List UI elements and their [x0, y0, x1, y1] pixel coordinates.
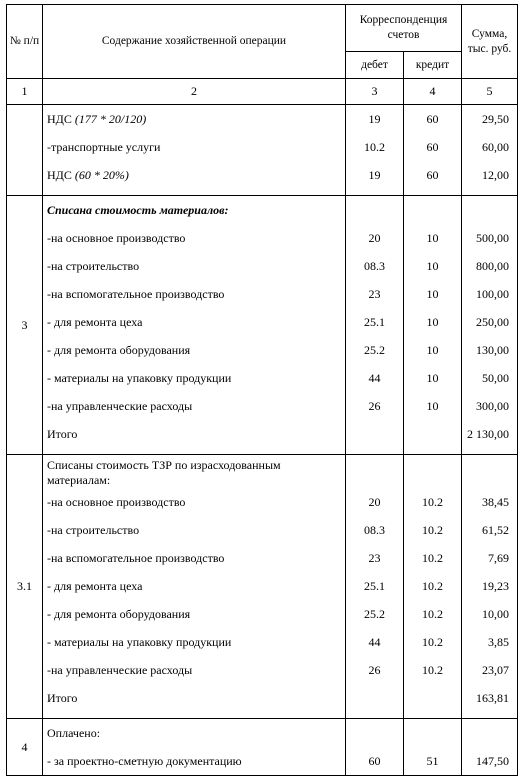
col-number: 4: [404, 79, 462, 105]
table-row-text: -на вспомогательное производство: [47, 287, 225, 301]
group-num: [7, 105, 43, 196]
table-row-text: -транспортные услуги: [47, 140, 161, 154]
column-number-row: [7, 79, 518, 105]
group-num: 4: [7, 719, 43, 776]
table-row-text: НДС (177 * 20/120): [47, 112, 147, 126]
group-title-line2: материалам:: [47, 473, 111, 487]
total-label: Итого: [47, 427, 78, 441]
table-row-text: НДС (60 * 20%): [47, 168, 129, 182]
table-row-text: -на основное производство: [47, 495, 186, 509]
group-title: Оплачено:: [47, 726, 101, 740]
group-num: 3: [7, 196, 43, 455]
table-row-text: -на управленческие расходы: [47, 663, 193, 677]
header-debit: дебет: [346, 52, 404, 79]
col-number: 3: [346, 79, 404, 105]
group-sum: 500,00 800,00 100,00 250,00 130,00 50,00 300,00 2 130,00: [462, 196, 518, 455]
header-sum: Сумма, тыс. руб.: [462, 5, 518, 79]
group-content: [43, 105, 346, 196]
group-debit: 60: [346, 719, 404, 776]
group-debit: 20 08.3 23 25.1 25.2 44 26: [346, 455, 404, 719]
header-content: Содержание хозяйственной операции: [43, 5, 346, 79]
header-num: № п/п: [7, 5, 43, 79]
table-row-text: - за проектно-сметную документацию: [47, 754, 242, 768]
group-num: 3.1: [7, 455, 43, 719]
header-credit: кредит: [404, 52, 462, 79]
group-vat: [7, 105, 518, 196]
group-3-1: [7, 455, 518, 719]
group-credit: 10.2 10.2 10.2 10.2 10.2 10.2 10.2: [404, 455, 462, 719]
accounting-journal-table: [6, 4, 518, 776]
table-row-text: - для ремонта оборудования: [47, 343, 191, 357]
total-label: Итого: [47, 691, 78, 705]
table-row-text: - материалы на упаковку продукции: [47, 635, 232, 649]
group-3: [7, 196, 518, 455]
group-sum: 147,50: [462, 719, 518, 776]
group-content: [43, 455, 346, 719]
table-row-text: - для ремонта оборудования: [47, 607, 191, 621]
group-debit: 19 10.2 19: [346, 105, 404, 196]
group-4: [7, 719, 518, 776]
table-row-text: - для ремонта цеха: [47, 315, 143, 329]
table-row-text: - для ремонта цеха: [47, 579, 143, 593]
table-row-text: -на управленческие расходы: [47, 399, 193, 413]
group-title-line1: Списаны стоимость ТЗР по израсходованным: [47, 458, 281, 472]
header-correspondence: Корреспонденция счетов: [346, 5, 462, 52]
accounting-journal-table-wrapper: [6, 4, 517, 776]
group-credit: 60 60 60: [404, 105, 462, 196]
total-sum: 2 130,00: [467, 427, 509, 441]
group-credit: 10 10 10 10 10 10 10: [404, 196, 462, 455]
col-number: 2: [43, 79, 346, 105]
group-title: Списана стоимость материалов:: [47, 203, 229, 217]
col-number: 1: [7, 79, 43, 105]
table-row-text: -на основное производство: [47, 231, 186, 245]
table-row-text: -на строительство: [47, 523, 140, 537]
total-sum: 163,81: [476, 691, 509, 705]
table-row-text: - материалы на упаковку продукции: [47, 371, 232, 385]
group-debit: 20 08.3 23 25.1 25.2 44 26: [346, 196, 404, 455]
group-sum: 38,45 61,52 7,69 19,23 10,00 3,85 23,07 163,81: [462, 455, 518, 719]
table-row-text: -на строительство: [47, 259, 140, 273]
group-content: [43, 196, 346, 455]
group-sum: 29,50 60,00 12,00: [462, 105, 518, 196]
col-number: 5: [462, 79, 518, 105]
group-credit: 51: [404, 719, 462, 776]
table-row-text: -на вспомогательное производство: [47, 551, 225, 565]
header-row: [7, 5, 518, 52]
group-content: [43, 719, 346, 776]
